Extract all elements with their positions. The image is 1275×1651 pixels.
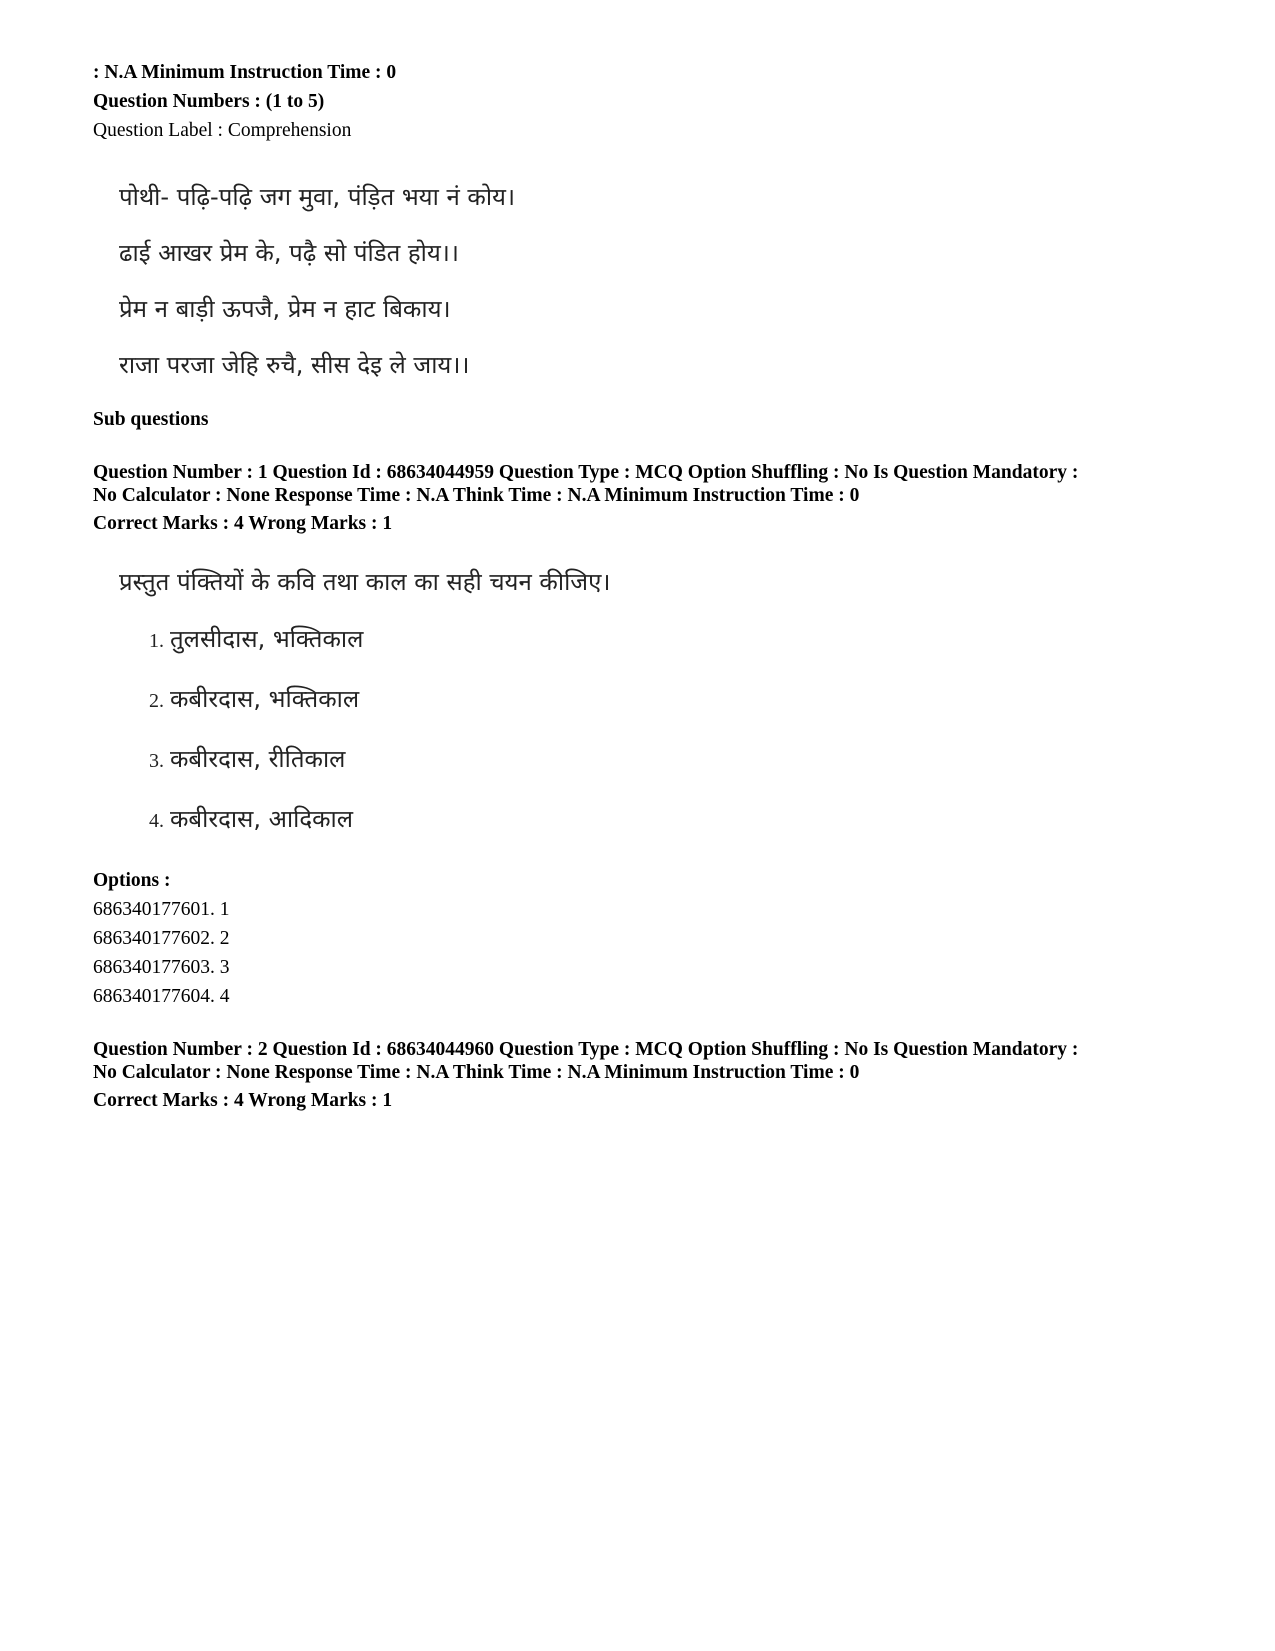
choice-text: कबीरदास, आदिकाल <box>170 805 354 833</box>
choice-number: 4. <box>149 810 164 832</box>
choice-number: 3. <box>149 750 164 772</box>
comprehension-passage <box>119 169 1193 393</box>
instruction-time-line: : N.A Minimum Instruction Time : 0 <box>93 62 397 83</box>
question-1-stem: प्रस्तुत पंक्तियों के कवि तथा काल का सही चयन कीजिए। <box>119 568 611 596</box>
choice-text: कबीरदास, रीतिकाल <box>170 745 346 773</box>
choice-item <box>149 610 1193 670</box>
option-row: 686340177601. 1 <box>93 899 230 920</box>
choice-item <box>149 670 1193 730</box>
choice-text: तुलसीदास, भक्तिकाल <box>170 625 364 653</box>
document-page <box>93 58 1193 1115</box>
question-numbers-line: Question Numbers : (1 to 5) <box>93 91 325 112</box>
passage-verse: पोथी- पढ़ि-पढ़ि जग मुवा, पंड़ित भया नं कोय। <box>119 183 516 211</box>
option-row: 686340177603. 3 <box>93 957 230 978</box>
question-2 <box>93 1038 1193 1115</box>
choice-number: 1. <box>149 630 164 652</box>
choice-text: कबीरदास, भक्तिकाल <box>170 685 360 713</box>
question-1-meta: No Calculator : None Response Time : N.A Think Time : N.A Minimum Instruction Time : 0 <box>93 485 860 506</box>
question-2-meta: Question Number : 2 Question Id : 68634044960 Question Type : MCQ Option Shuffling : No Is Question Mandatory : <box>93 1039 1079 1060</box>
choice-item <box>149 730 1193 790</box>
question-label-line: Question Label : Comprehension <box>93 120 352 141</box>
question-1-choices <box>149 610 1193 850</box>
passage-verse: राजा परजा जेहि रुचै, सीस देइ ले जाय।। <box>119 351 470 379</box>
question-1-marks: Correct Marks : 4 Wrong Marks : 1 <box>93 513 393 534</box>
passage-verse: प्रेम न बाड़ी ऊपजै, प्रेम न हाट बिकाय। <box>119 295 451 323</box>
question-2-marks: Correct Marks : 4 Wrong Marks : 1 <box>93 1090 393 1111</box>
question-1-meta: Question Number : 1 Question Id : 68634044959 Question Type : MCQ Option Shuffling : No Is Question Mandatory : <box>93 462 1079 483</box>
choice-number: 2. <box>149 690 164 712</box>
choice-item <box>149 790 1193 850</box>
option-row: 686340177602. 2 <box>93 928 230 949</box>
question-2-meta: No Calculator : None Response Time : N.A Think Time : N.A Minimum Instruction Time : 0 <box>93 1062 860 1083</box>
sub-questions-heading: Sub questions <box>93 409 209 430</box>
question-1 <box>93 461 1193 1011</box>
passage-verse: ढाई आखर प्रेम के, पढ़ै सो पंडित होय।। <box>119 239 459 267</box>
options-heading: Options : <box>93 870 171 891</box>
option-row: 686340177604. 4 <box>93 986 230 1007</box>
